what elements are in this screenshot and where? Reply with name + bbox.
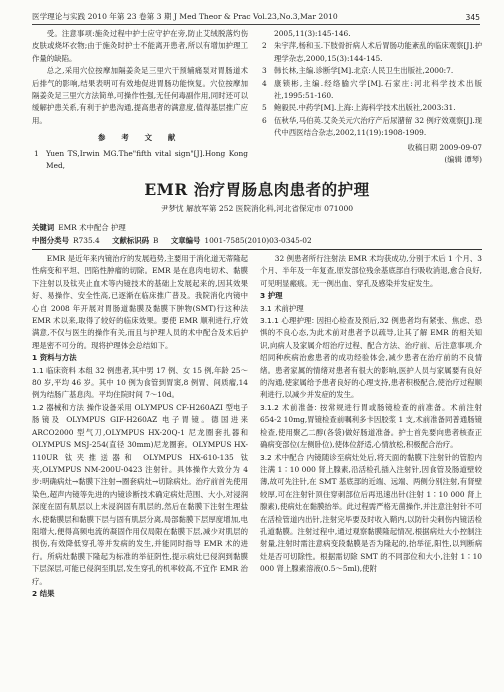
subsection-heading: 3.2 术中配合 <box>260 452 305 462</box>
section-divider <box>32 249 482 250</box>
prev-article-paragraph: 受。注意事项:施灸过程中护士应守护在旁,防止艾绒脱落灼伤皮肤或烧坏衣物;由于施灸时护士不能离开患者,所以有增加护理工作量的缺陷。 <box>32 29 248 63</box>
reference-text: 韩长林,主编.诊断学[M].北京:人民卫生出版社,2000:7. <box>274 66 454 76</box>
article-title: EMR 治疗胃肠息肉患者的护理 <box>144 180 370 199</box>
doc-code-label: 文献标识码 <box>112 236 150 245</box>
paragraph-text: 按常规进行胃或肠镜检查的前准备。术前注射 654-2 10mg,胃镜检查前嘱利多卡因胶浆 1 支,术前准备同普通肠镜检查,使用聚乙二醇(各袋)做好肠道准备。护士首先要向患者核查正确病变部位(左侧卧位),使体位舒适,心情放松,积极配合治疗。 <box>260 402 482 450</box>
clc-label: 中图分类号 <box>32 236 69 245</box>
paragraph-text: 本组 32 例患者,其中男 17 例、女 15 例,年龄 25～80 岁,平均 46 岁。其中 10 例为食管到胃窦,8 例胃、间质瘤,14 例为结肠广基息肉。平均住院时间 7～10d。 <box>32 365 249 400</box>
reference-item <box>260 115 482 140</box>
reference-item <box>260 65 482 77</box>
doc-code: B <box>153 236 159 245</box>
reference-text: 鲍毅民.中药学[M].上海:上海科学技术出版社,2003:31. <box>274 103 456 113</box>
article-number: 1001-7585(2010)03-0345-02 <box>204 236 312 245</box>
paragraph-text: EMR 是近年来内镜治疗的发展趋势,主要用于消化道无蒂隆起性病变和平坦、凹陷性肿瘤的切除。EMR 是在息肉电切术、黏膜下注射以及钛夹止血术等内镜技术的基础上发展起来的,因其效果好、易操作、安全性高,已逐渐在临床推广普及。我院消化内镜中心自 2008 年开展对胃肠道黏膜及黏膜下肿物(SMT)行这种法 EMR 术以来,取得了较好的临床效果。要使 EMR 顺利进行,疗效满意,不仅与医生的操作有关,而且与护理人员的术中配合及术后护理是密不可分的。现将护理体会总结如下。 <box>32 254 248 350</box>
body-paragraph <box>260 253 482 290</box>
reference-number: 3 <box>262 66 267 76</box>
references-title: 参 考 文 献 <box>98 133 182 143</box>
editor-note: (编辑 谭琴) <box>444 155 482 165</box>
author-affiliation: 尹梦忧 解放军第 252 医院消化科,河北省保定市 071000 <box>160 204 354 213</box>
section-heading: 2 结果 <box>32 588 55 598</box>
body-paragraph <box>32 402 248 588</box>
reference-continuation <box>260 28 482 40</box>
reference-text: 康锁彬,主编.经络腧穴学[M].石家庄:河北科学技术出版社,1995:51-160. <box>274 78 482 101</box>
paragraph-text: 操作设备采用 OLYMPUS CF-H260AZI 型电子肠镜及 OLYMPUS GIF-H260AZ 电子胃镜。德国进来 ARCO2000 型气刀,OLYMPUS HX-20Q-1 尼龙圈套扎器和 OLYMPUS MSJ-254(直径 30mm)尼龙圈套。OLYMPUS HX-110UR 钛夹推送器和 OLYMPUS HX-610-135 钛夹,OLYMPUS NM-200U-0423 注射针。具体操作大致分为 4 步:明确病灶→黏膜下注射→圈套病灶→切除病灶。治疗前首先使用染色,超声内镜等先进的内镜诊断技术确定病灶范围、大小,对浸润深度在固有肌层以上未浸润固有肌层的,然后在黏膜下注射生理盐水,使黏膜层和黏膜下层与固有肌层分离,局部黏膜下层厚度增加,电阻增大,便得高频电流的凝固作用仅局限在黏膜下层,减少对肌层的损伤,有效降低穿孔等并发病的发生,并能同时指导 EMR 术的进行。所病灶黏膜下隆起为标准的举征阴性,提示病灶已侵润到黏膜下层深层,可能已侵润至肌层,发生穿孔的机率较高,不宜作 EMR 治疗。 <box>32 402 249 586</box>
reference-number: 4 <box>262 78 267 88</box>
journal-header-text: 医学理论与实践 2010 年第 23 卷第 3 期 J Med Theor & Prac Vol.23,No.3,Mar 2010 <box>32 12 338 21</box>
classification-line <box>32 235 482 247</box>
reference-text: 伍秋华,马伯英.艾灸关元穴治疗产后尿潴留 32 例疗效观察[J].现代中西医结合杂志,2002,11(19):1908-1909. <box>274 115 482 138</box>
subsection-heading: 3.1.1 心理护理: <box>260 316 315 326</box>
body-paragraph <box>260 402 482 452</box>
body-left-column <box>32 253 248 600</box>
top-left-column <box>32 28 248 172</box>
reference-number: 2 <box>262 41 267 51</box>
page-number: 345 <box>465 13 480 22</box>
body-paragraph <box>260 315 482 402</box>
body-paragraph <box>32 253 248 352</box>
running-header <box>32 9 480 25</box>
body-paragraph <box>32 365 248 402</box>
keywords-line <box>32 222 482 234</box>
reference-item <box>32 148 248 173</box>
subsection-heading: 3.1.2 术前准备: <box>260 402 317 412</box>
paragraph-text: 32 例患者所行注射法 EMR 术均获成功,分别于术后 1 个月、3 个月、半年及一年复查,原发部位残余基底部自行吸收消退,愈合良好,可见明显瘢痕。无一例出血、穿孔及感染并发症发生。 <box>260 254 482 288</box>
keywords: EMR 术中配合 护理 <box>58 223 126 232</box>
section-heading: 1 资料与方法 <box>32 353 77 363</box>
reference-number: 5 <box>262 103 267 113</box>
body-paragraph <box>260 303 482 315</box>
reference-number: 6 <box>262 115 267 125</box>
clc-code: R735.4 <box>72 236 100 245</box>
article-number-label: 文章编号 <box>170 236 201 245</box>
reference-item <box>260 102 482 114</box>
reference-text: 朱宇萍,杨和玉.下肢骨折病人术后胃肠功能紊乱的临床观察[J].护理学杂志,2000,15(3):144-145. <box>274 41 482 63</box>
body-paragraph <box>260 452 482 576</box>
reference-continuation-text: 2005,11(3):145-146. <box>274 29 351 38</box>
reference-number: 1 <box>34 148 39 158</box>
reference-item <box>260 78 482 103</box>
subsection-heading: 3.1 术前护理 <box>260 303 304 313</box>
subsection-heading: 1.1 临床资料 <box>32 365 76 375</box>
subsection-heading: 1.2 器械和方法 <box>32 402 85 412</box>
prev-article-paragraph: 总之,采用穴位按摩加隔姜灸足三里穴干预辅痛泵对胃肠道术后排气的影响,结果表明可有效地促进胃肠功能恢复。穴位按摩加隔姜灸足三里穴方法简单,可操作性强,无任何毒副作用,同时还可以缓解护患关系,有利于护患沟通,提高患者的满意度,值得基层推广应用。 <box>32 66 248 125</box>
paragraph-text: 因担心检查及预后,32 例患者均有紧张、焦虑、恐惧的不良心态,为此术前对患者予以疏导,让其了解 EMR 的相关知识,向病人及家属介绍治疗过程、配合方法、治疗前、后注意事项,介绍同种疾病治愈患者的成功经验体会,减少患者在治疗前的不良情绪。患者家属的情绪对患者有很大的影响,医护人员与家属要有良好的沟通,使家属给予患者良好的心理支持,患者积极配合,使治疗过程顺利进行,以减少并发症的发生。 <box>260 316 482 400</box>
reference-item <box>260 40 482 65</box>
top-right-column <box>260 28 482 166</box>
keywords-label: 关键词 <box>32 223 55 232</box>
section-heading: 3 护理 <box>260 291 283 301</box>
received-date: 收稿日期 2009-09-07 <box>407 142 482 152</box>
reference-text: Yuen TS,Irwin MG.The"fifth vital sign"[J].Hong Kong Med, <box>46 148 248 171</box>
body-right-column <box>260 253 482 576</box>
paragraph-text: 内镜随诊至病灶处后,将天面的黏膜下注射针的管腔内注满 1∶10 000 肾上腺素,沿活检孔插入注射针,因食管及肠道壁较薄,故可先注针,在 SMT 基底部的近端、远端、两侧分别注射,有肾壁较厚,可在注射针顶住穿刺部位后再迅速出针(注射 1∶10 000 肾上腺素),使病灶在黏膜抬举。此过程需严格无菌操作,并注意注射针不可在活检管道内出针,注射完毕要及时收入鞘内,以防针尖刺伤内镜活检孔道黏膜。注射过程中,通过观察黏膜隆起情况,根据病灶大小控制注射量,注射时需注意病变段黏膜是否为隆起的,抬举征,阳性,以判断病灶是否可切除性。根据需切除 SMT 的不同部位和大小,注射 1∶10 000 肾上腺素溶液(0.5～5ml),使附 <box>260 452 482 574</box>
